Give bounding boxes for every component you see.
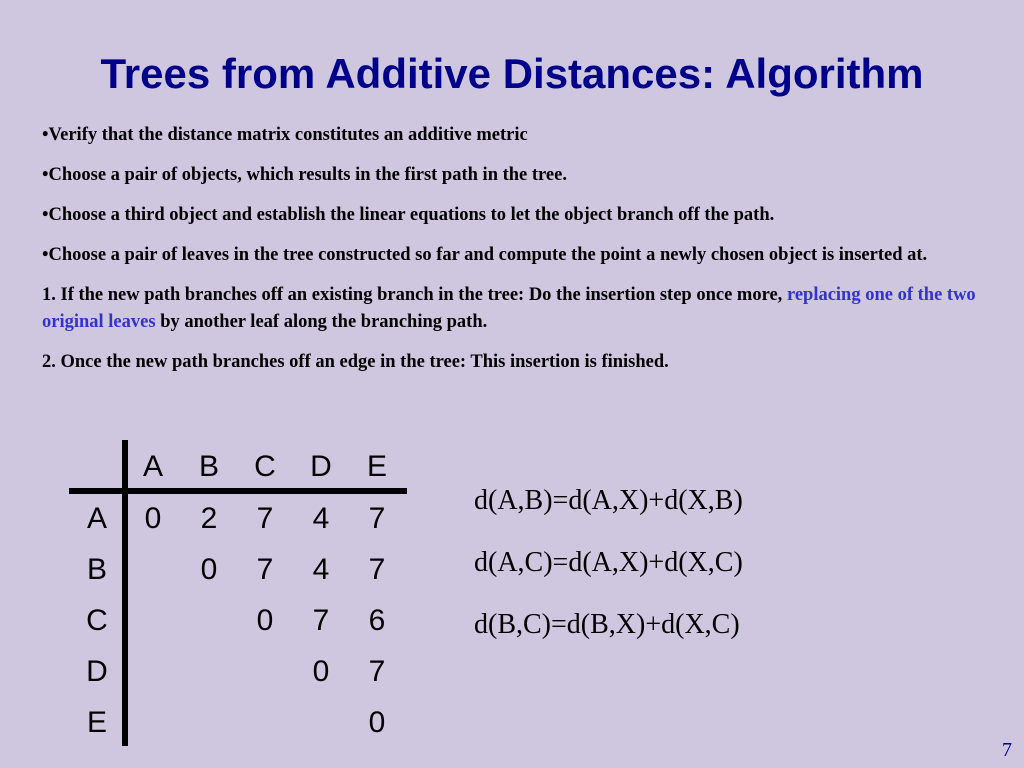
- bullet-choose-leaves: •Choose a pair of leaves in the tree constructed so far and compute the point a newly chosen object is inserted at.: [42, 245, 928, 265]
- matrix-cell: 7: [368, 553, 386, 586]
- page-number: 7: [1002, 739, 1012, 761]
- matrix-col-header: E: [366, 450, 387, 483]
- step-2: 2. Once the new path branches off an edge in the tree: This insertion is finished.: [42, 352, 669, 372]
- matrix-col-header: A: [142, 450, 163, 483]
- matrix-cell: 0: [256, 604, 274, 637]
- matrix-cell: 7: [368, 502, 386, 535]
- bullet-verify-metric: •Verify that the distance matrix constitutes an additive metric: [42, 125, 528, 145]
- matrix-row-header: A: [86, 502, 107, 535]
- matrix-cell: 0: [368, 706, 386, 739]
- equation-3: d(B,C)=d(B,X)+d(X,C): [474, 609, 740, 640]
- matrix-col-header: B: [198, 450, 219, 483]
- step-1-highlight: replacing one of the two original leaves: [42, 285, 976, 332]
- matrix-cell: 7: [256, 553, 274, 586]
- matrix-cell: 4: [312, 502, 330, 535]
- step-1-prefix: 1. If the new path branches off an existing branch in the tree: Do the insertion step once more,: [42, 285, 787, 305]
- step-1-suffix: by another leaf along the branching path.: [155, 312, 488, 332]
- matrix-cell: 7: [312, 604, 330, 637]
- matrix-vertical-divider: [122, 440, 128, 746]
- slide-title: Trees from Additive Distances: Algorithm: [100, 50, 924, 97]
- equations-block: [474, 470, 743, 656]
- step-1: [42, 282, 1008, 336]
- matrix-row-header: E: [86, 706, 107, 739]
- matrix-horizontal-divider: [69, 488, 407, 494]
- matrix-col-header: C: [254, 450, 276, 483]
- bullet-list: [42, 122, 1008, 389]
- matrix-cell: 6: [368, 604, 386, 637]
- matrix-col-header: D: [310, 450, 332, 483]
- matrix-row-header: B: [86, 553, 107, 586]
- matrix-cell: 7: [256, 502, 274, 535]
- matrix-row-header: D: [86, 655, 108, 688]
- matrix-cell: 0: [200, 553, 218, 586]
- matrix-cell: 0: [144, 502, 162, 535]
- equation-2: d(A,C)=d(A,X)+d(X,C): [474, 547, 743, 578]
- equation-1: d(A,B)=d(A,X)+d(X,B): [474, 485, 743, 516]
- bullet-choose-pair: •Choose a pair of objects, which results in the first path in the tree.: [42, 165, 567, 185]
- matrix-cell: 7: [368, 655, 386, 688]
- bullet-choose-third: •Choose a third object and establish the linear equations to let the object branch off the path.: [42, 205, 775, 225]
- matrix-cell: 2: [200, 502, 218, 535]
- matrix-row-header: C: [86, 604, 108, 637]
- matrix-cell: 4: [312, 553, 330, 586]
- matrix-cell: 0: [312, 655, 330, 688]
